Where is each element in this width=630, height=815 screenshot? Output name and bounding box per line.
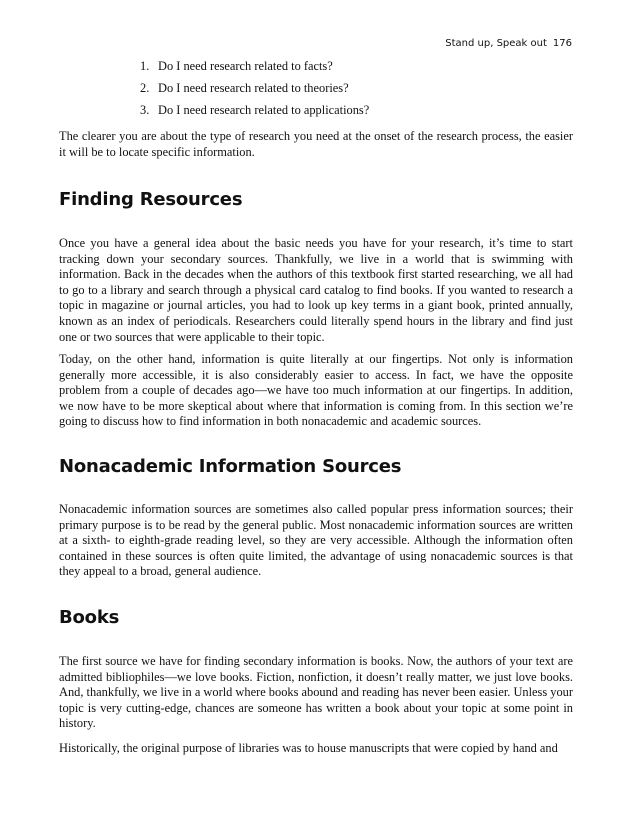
- heading-finding-resources: Finding Resources: [59, 189, 243, 210]
- paragraph-research-clarity: The clearer you are about the type of research you need at the onset of the research process, the easier it will be to locate specific information.: [59, 129, 573, 159]
- running-header: [445, 38, 572, 49]
- running-title: Stand up, Speak out: [445, 38, 547, 49]
- numbered-list: [140, 58, 369, 124]
- paragraph-information-access: Today, on the other hand, information is quite literally at our fingertips. Not only is information generally more accessible, it is also considerably easier to access. In fact, we have the opposite problem from a couple of decades ago—we have too much information at our fingertips. In addition, we now have to be more skeptical about where that information is coming from. In this section we’re going to discuss how to find information in both nonacademic and academic sources.: [59, 352, 573, 429]
- list-item-text: Do I need research related to theories?: [158, 81, 349, 95]
- heading-nonacademic-sources: Nonacademic Information Sources: [59, 456, 402, 477]
- page-number: 176: [552, 38, 572, 49]
- paragraph-books: The first source we have for finding secondary information is books. Now, the authors of your text are admitted bibliophiles—we love books. Fiction, nonfiction, it doesn’t really matter, we just love books. And, thankfully, we live in a world where books abound and reading has never been easier. Unless your topic is very cutting-edge, chances are someone has written a book about your topic at some point in history.: [59, 654, 573, 731]
- paragraph-libraries: Historically, the original purpose of libraries was to house manuscripts that were copied by hand and: [59, 741, 558, 755]
- list-marker: 3.: [140, 103, 150, 117]
- list-item: [140, 80, 369, 102]
- paragraph-nonacademic-definition: Nonacademic information sources are sometimes also called popular press information sources; their primary purpose is to be read by the general public. Most nonacademic information sources are written at a sixth- to eighth-grade reading level, so they are very accessible. Although the information often contained in these sources is often quite limited, the advantage of using nonacademic sources is that they appeal to a broad, general audience.: [59, 502, 573, 579]
- list-marker: 1.: [140, 59, 150, 73]
- list-marker: 2.: [140, 81, 150, 95]
- paragraph-tracking-sources: Once you have a general idea about the basic needs you have for your research, it’s time to start tracking down your secondary sources. Thankfully, we live in a world that is swimming with information. Back in the decades when the authors of this textbook first started researching, we all had to go to a library and search through a physical card catalog to find books. If you wanted to research a topic in magazine or journal articles, you had to look up key terms in a giant book, printed annually, known as an index of periodicals. Researchers could literally spend hours in the library and find just one or two sources that were applicable to their topic.: [59, 236, 573, 344]
- heading-books: Books: [59, 607, 120, 628]
- list-item: [140, 58, 369, 80]
- list-item-text: Do I need research related to applications?: [158, 103, 370, 117]
- list-item-text: Do I need research related to facts?: [158, 59, 333, 73]
- list-item: [140, 102, 369, 124]
